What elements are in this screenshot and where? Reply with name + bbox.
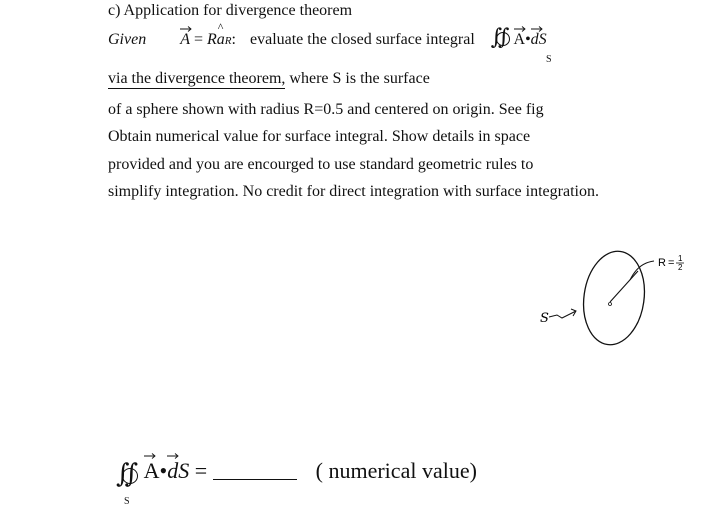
integrand-dS-letters: dS xyxy=(530,31,547,48)
unit-vector-letter: a xyxy=(216,31,225,48)
vector-arrow-icon xyxy=(531,26,543,32)
line-1-rest: where S is the surface xyxy=(285,70,430,87)
closed-surface-integral-icon: ∬ xyxy=(490,24,510,49)
radius-label-num: 1 xyxy=(678,254,683,263)
vector-arrow-icon xyxy=(514,26,526,32)
text-line-3: Obtain numerical value for surface integral. Show details in space xyxy=(108,128,531,145)
surface-label-arrow-icon xyxy=(549,309,576,318)
answer-blank[interactable] xyxy=(213,461,297,480)
given-word: Given xyxy=(108,31,147,48)
evaluate-text: evaluate the closed surface integral xyxy=(249,31,475,48)
radius-label-den: 2 xyxy=(678,263,683,272)
R-symbol: R xyxy=(207,31,217,48)
surface-label-S: S xyxy=(540,311,549,326)
vector-A xyxy=(180,31,190,49)
integrand-A xyxy=(514,31,526,49)
answer-integral-subscript-S: S xyxy=(124,496,130,507)
sphere-figure xyxy=(530,225,720,355)
text-line-4: provided and you are encourged to use standard geometric rules to xyxy=(108,156,534,173)
vector-A-letter: A xyxy=(180,31,190,48)
dot-operator: • xyxy=(525,31,531,48)
vector-arrow-icon xyxy=(144,453,156,459)
answer-row xyxy=(116,458,477,487)
origin-point xyxy=(609,303,612,306)
radius-label-leader xyxy=(630,261,654,280)
text-line-5: simplify integration. No credit for direct integration with surface integration. xyxy=(108,183,599,200)
numerical-value-note: ( numerical value) xyxy=(315,458,477,483)
integrand-dS xyxy=(531,31,547,49)
vector-arrow-icon xyxy=(180,26,192,32)
answer-integrand-A xyxy=(144,458,160,484)
vector-arrow-icon xyxy=(167,453,179,459)
answer-equals: = xyxy=(194,458,208,483)
equals-sign: = xyxy=(193,31,204,48)
answer-dot-operator: • xyxy=(159,458,168,483)
integral-subscript-S: S xyxy=(546,54,552,65)
radius-label-eq: = xyxy=(668,257,675,269)
given-statement xyxy=(108,26,547,56)
text-line-1 xyxy=(108,70,430,88)
question-heading: c) Application for divergence theorem xyxy=(108,2,353,19)
radius-line xyxy=(610,271,638,302)
answer-dS-letters: dS xyxy=(167,458,190,483)
radius-label-R: R xyxy=(658,257,666,269)
underlined-phrase: via the divergence theorem, xyxy=(108,70,286,87)
answer-A-letter: A xyxy=(143,458,160,483)
colon: : xyxy=(231,31,236,48)
closed-surface-integral-icon: ∬ xyxy=(116,459,139,488)
answer-integrand-dS xyxy=(167,458,189,484)
unit-vector-subscript: R xyxy=(224,35,232,47)
unit-vector-a xyxy=(217,31,225,49)
text-line-2: of a sphere shown with radius R=0.5 and centered on origin. See fig xyxy=(108,101,544,118)
integrand-A-letter: A xyxy=(513,31,526,48)
